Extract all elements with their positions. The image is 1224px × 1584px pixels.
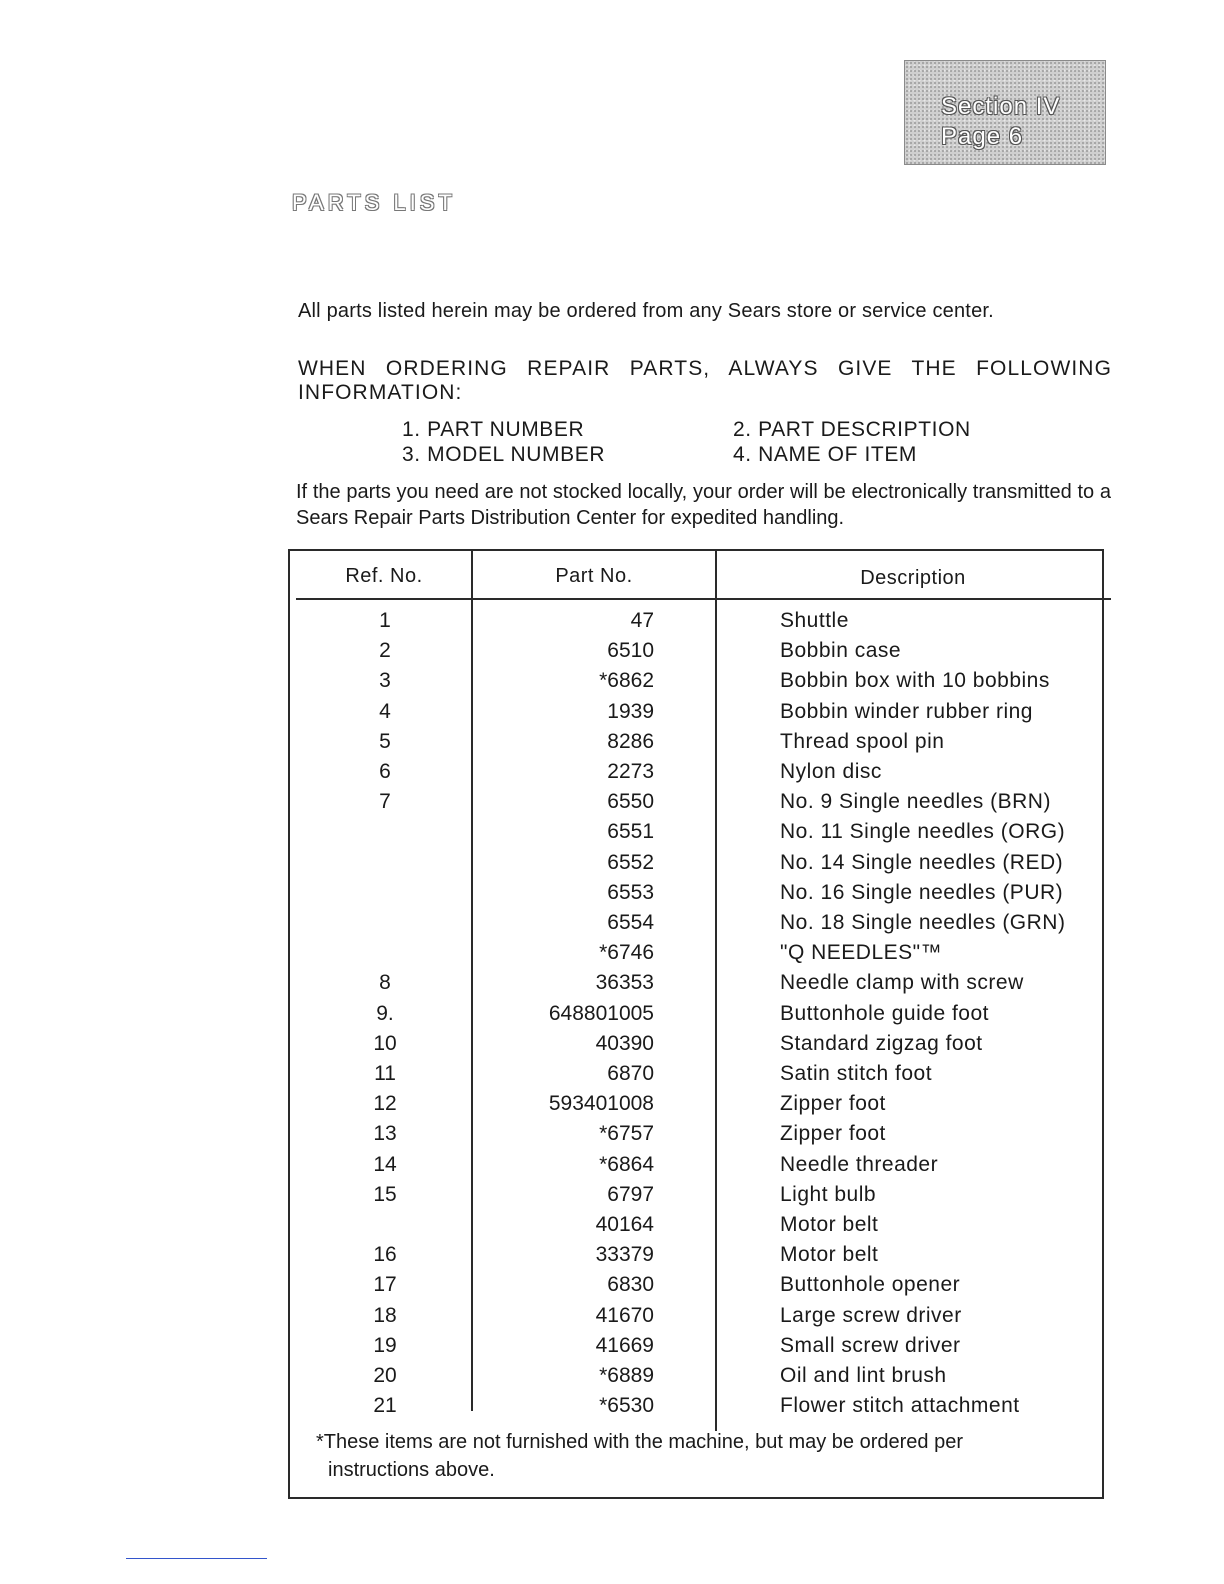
footer-rule (126, 1558, 267, 1559)
part-no-cell: 6510 (607, 639, 654, 663)
table-row (0, 1394, 1224, 1424)
part-no-cell: 33379 (595, 1243, 654, 1267)
ref-no-cell: 21 (373, 1394, 397, 1418)
table-row (0, 609, 1224, 639)
part-no-cell: 6550 (607, 790, 654, 814)
ref-no-cell: 4 (379, 699, 391, 723)
description-cell: Shuttle (780, 609, 849, 632)
description-cell: Motor belt (780, 1243, 879, 1267)
table-row (0, 1002, 1224, 1032)
ref-no-cell: 3 (379, 669, 391, 693)
description-cell: "Q NEEDLES"™ (780, 941, 943, 965)
part-no-header: Part No. (555, 565, 633, 587)
ref-no-cell: 20 (373, 1364, 397, 1387)
table-row (0, 669, 1224, 699)
part-no-cell: 6797 (607, 1182, 654, 1206)
description-cell: Bobbin box with 10 bobbins (780, 669, 1050, 693)
part-no-cell: *6862 (599, 669, 654, 693)
description-cell: Bobbin winder rubber ring (780, 699, 1033, 723)
part-no-cell: 593401008 (548, 1092, 654, 1116)
description-header: Description (860, 567, 966, 589)
local-stock-note: If the parts you need are not stocked locally, your order will be electronically transmitted to a Sears Repair Parts Distribution Center for expedited handling. (296, 481, 1111, 529)
description-cell: Nylon disc (780, 760, 882, 783)
ref-no-cell: 15 (373, 1182, 397, 1206)
description-cell: Light bulb (780, 1182, 877, 1206)
table-row (0, 700, 1224, 730)
description-cell: Bobbin case (780, 639, 902, 663)
description-cell: No. 18 Single needles (GRN) (780, 911, 1066, 934)
description-cell: Buttonhole guide foot (780, 1001, 989, 1025)
description-cell: Thread spool pin (780, 729, 945, 753)
table-row (0, 1153, 1224, 1183)
order-item-4: 4. NAME OF ITEM (733, 443, 918, 466)
ref-no-header: Ref. No. (345, 565, 423, 587)
part-no-cell: *6864 (599, 1152, 654, 1176)
footnote (316, 1428, 1076, 1484)
ref-no-cell: 7 (379, 790, 391, 814)
footnote-line-1: *These items are not furnished with the machine, but may be ordered per (316, 1431, 964, 1453)
ref-no-cell: 8 (379, 971, 391, 995)
ref-no-cell: 18 (373, 1303, 397, 1327)
table-row (0, 911, 1224, 941)
description-cell: No. 16 Single needles (PUR) (780, 880, 1064, 904)
part-no-cell: 6551 (607, 820, 654, 844)
table-row (0, 1213, 1224, 1243)
page-label: Page 6 (941, 123, 1024, 150)
part-no-cell: *6530 (599, 1394, 654, 1418)
description-cell: No. 9 Single needles (BRN) (780, 790, 1051, 814)
ref-no-cell: 13 (373, 1122, 397, 1146)
ref-no-cell: 16 (373, 1243, 397, 1267)
table-row (0, 820, 1224, 850)
ref-no-cell: 12 (373, 1092, 397, 1116)
description-cell: Motor belt (780, 1213, 879, 1236)
ref-no-cell: 19 (373, 1333, 397, 1357)
ref-no-cell: 9. (376, 1001, 394, 1025)
table-row (0, 881, 1224, 911)
ref-no-cell: 5 (379, 729, 391, 753)
part-no-cell: *6757 (599, 1122, 654, 1146)
ref-no-cell: 6 (379, 760, 391, 783)
table-row (0, 851, 1224, 881)
description-cell: Satin stitch foot (780, 1062, 933, 1085)
table-row (0, 1304, 1224, 1334)
description-cell: Large screw driver (780, 1303, 962, 1327)
header-divider (296, 598, 1111, 600)
table-row (0, 790, 1224, 820)
order-item-1: 1. PART NUMBER (402, 418, 585, 441)
ref-no-cell: 14 (373, 1152, 397, 1176)
table-row (0, 760, 1224, 790)
section-badge (904, 60, 1106, 165)
table-row (0, 1122, 1224, 1152)
ref-no-cell: 17 (373, 1273, 397, 1297)
part-no-cell: 36353 (595, 971, 654, 995)
part-no-cell: 6552 (607, 850, 654, 874)
description-cell: Zipper foot (780, 1092, 886, 1116)
table-row (0, 1062, 1224, 1092)
part-no-cell: 648801005 (548, 1001, 654, 1025)
order-item-2: 2. PART DESCRIPTION (733, 418, 971, 441)
description-cell: Oil and lint brush (780, 1364, 947, 1387)
page-title: PARTS LIST (292, 190, 456, 215)
description-cell: Small screw driver (780, 1333, 961, 1357)
description-cell: Needle clamp with screw (780, 971, 1024, 995)
part-no-cell: *6746 (599, 941, 654, 965)
intro-text: All parts listed herein may be ordered from any Sears store or service center. (298, 300, 994, 322)
footnote-line-2: instructions above. (328, 1459, 495, 1481)
part-no-cell: 1939 (607, 699, 654, 723)
table-row (0, 639, 1224, 669)
order-item-3: 3. MODEL NUMBER (402, 443, 606, 466)
table-row (0, 730, 1224, 760)
description-cell: Needle threader (780, 1152, 939, 1176)
ref-no-cell: 11 (374, 1062, 396, 1085)
table-row (0, 1032, 1224, 1062)
description-cell: No. 14 Single needles (RED) (780, 850, 1064, 874)
part-no-cell: *6889 (599, 1364, 654, 1387)
table-row (0, 1183, 1224, 1213)
part-no-cell: 47 (630, 609, 654, 632)
part-no-cell: 8286 (607, 729, 654, 753)
part-no-cell: 6554 (607, 911, 654, 934)
description-cell: Standard zigzag foot (780, 1031, 983, 1055)
description-cell: Buttonhole opener (780, 1273, 961, 1297)
table-row (0, 1092, 1224, 1122)
part-no-cell: 6830 (607, 1273, 654, 1297)
table-row (0, 971, 1224, 1001)
description-cell: Flower stitch attachment (780, 1394, 1020, 1418)
table-row (0, 1243, 1224, 1273)
part-no-cell: 41669 (595, 1333, 654, 1357)
description-cell: No. 11 Single needles (ORG) (780, 820, 1066, 844)
table-row (0, 1273, 1224, 1303)
part-no-cell: 40390 (595, 1031, 654, 1055)
table-row (0, 941, 1224, 971)
part-no-cell: 6870 (607, 1062, 654, 1085)
ordering-instructions: WHEN ORDERING REPAIR PARTS, ALWAYS GIVE THE FOLLOWING INFORMATION: (298, 357, 1112, 404)
table-row (0, 1364, 1224, 1394)
part-no-cell: 41670 (595, 1303, 654, 1327)
ref-no-cell: 10 (373, 1031, 397, 1055)
table-row (0, 1334, 1224, 1364)
description-cell: Zipper foot (780, 1122, 886, 1146)
section-label: Section IV (941, 93, 1061, 120)
ref-no-cell: 1 (379, 609, 391, 632)
ref-no-cell: 2 (379, 639, 391, 663)
part-no-cell: 2273 (607, 760, 654, 783)
part-no-cell: 6553 (607, 880, 654, 904)
part-no-cell: 40164 (595, 1213, 654, 1236)
